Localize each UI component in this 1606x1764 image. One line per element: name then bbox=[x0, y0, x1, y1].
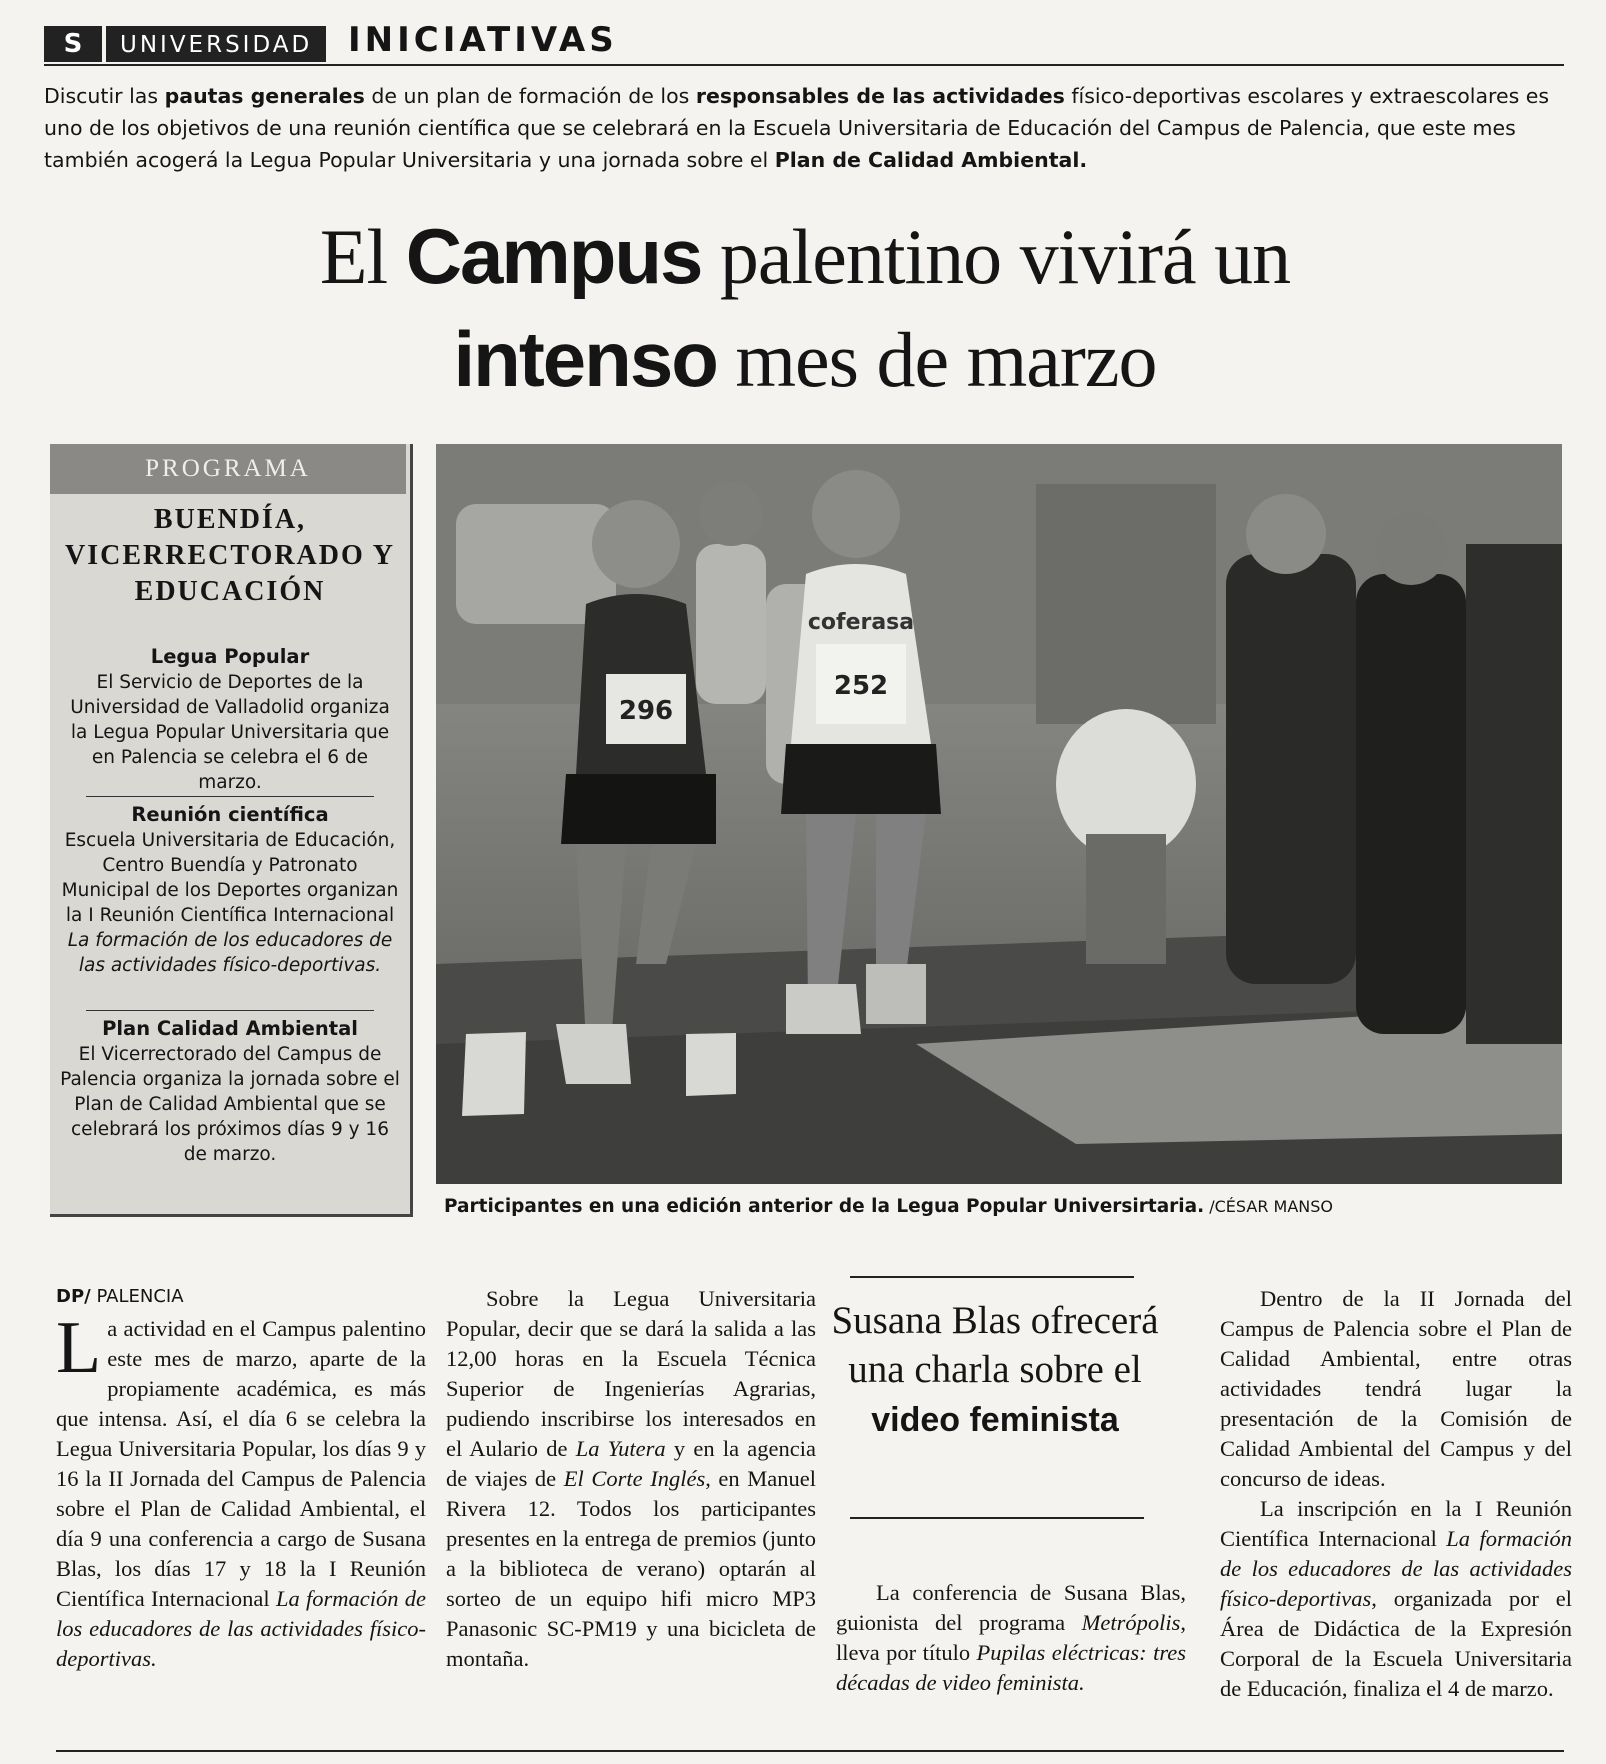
article-column-2: Sobre la Legua Universitaria Popular, decir que se dará la salida a las 12,00 horas en la Escuela Técnica Superior de Ingenierías Agrarias, pudiendo inscribirse los interesados en el Aulario de La Yutera y en la agencia de viajes de El Corte Inglés, en Manuel Rivera 12. Todos los participantes presentes en la entrega de premios (junto a la biblioteca de verano) optarán al sorteo de un equipo hifi micro MP3 Panasonic SC-PM19 y una bicicleta de montaña. bbox=[446, 1286, 817, 1671]
section-title: INICIATIVAS bbox=[348, 20, 618, 60]
sidebar-rule-bottom bbox=[850, 1517, 1144, 1519]
sidebar-rule-top bbox=[850, 1276, 1134, 1278]
section-logo: S bbox=[44, 26, 102, 62]
programa-item-head: Plan Calidad Ambiental bbox=[102, 1017, 358, 1040]
article-column-1: La actividad en el Campus palentino este mes de marzo, aparte de la propiamente académica, es más que intensa. Así, el día 6 se celebra la Legua Universitaria Popular, los días 9 y 16 la II Jornada del Campus de Palencia sobre el Plan de Calidad Ambiental, el día 9 una conferencia a cargo de Susana Blas, los días 17 y 18 la I Reunión Científica Internacional La formación de los educadores de las actividades físico-deportivas. bbox=[56, 1307, 426, 1671]
photo-caption: Participantes en una edición anterior de la Legua Popular Universirtaria. /CÉSAR MANSO bbox=[444, 1196, 1333, 1217]
programa-divider bbox=[86, 1010, 374, 1011]
section-rule bbox=[44, 64, 1564, 66]
bib-number-right: 252 bbox=[833, 671, 889, 701]
programa-divider bbox=[86, 796, 374, 797]
programa-item-head: Reunión científica bbox=[131, 803, 329, 826]
headline: El Campus palentino vivirá un intenso mes de marzo bbox=[319, 212, 1291, 403]
bib-number-left: 296 bbox=[618, 696, 674, 726]
secondary-headline: Susana Blas ofrecerá una charla sobre el video feminista bbox=[831, 1299, 1159, 1439]
intro-paragraph: Discutir las pautas generales de un plan de formación de los responsables de las actividades físico-deportivas escolares y extraescolares es uno de los objetivos de una reunión científica que se celebrará en la Escuela Universitaria de Educación del Campus de Palencia, que este mes también acogerá la Legua Popular Universitaria y una jornada sobre el Plan de Calidad Ambiental. bbox=[44, 84, 1550, 172]
programa-item-text: Escuela Universitaria de Educación, Centro Buendía y Patronato Municipal de los Deportes organizan la I Reunión Científica Internacional La formación de los educadores de las actividades físico-deportivas. bbox=[61, 830, 399, 976]
bottom-rule bbox=[56, 1750, 1564, 1752]
section-label: UNIVERSIDAD bbox=[106, 26, 326, 62]
article-column-3: La conferencia de Susana Blas, guionista del programa Metrópolis, lleva por título Pupilas eléctricas: tres décadas de video feminista. bbox=[836, 1580, 1186, 1695]
runners-photo bbox=[436, 444, 1562, 1184]
programa-title: BUENDÍA, VICERRECTORADO Y EDUCACIÓN bbox=[65, 504, 395, 607]
photo-credit: /CÉSAR MANSO bbox=[1204, 1197, 1333, 1216]
runners-illustration bbox=[436, 444, 1562, 1184]
byline: DP/ PALENCIA bbox=[56, 1286, 184, 1307]
article-column-4: Dentro de la II Jornada del Campus de Palencia sobre el Plan de Calidad Ambiental, entre otras actividades tendrá lugar la presentación de la Comisión de Calidad Ambiental del Campus y del concurso de ideas. La inscripción en la I Reunión Científica Internacional La formación de los educadores de las actividades físico-deportivas, organizada por el Área de Didáctica de la Expresión Corporal de la Escuela Universitaria de Educación, finaliza el 4 de marzo. bbox=[1220, 1286, 1572, 1701]
programa-item-text: El Servicio de Deportes de la Universidad de Valladolid organiza la Legua Popular Universitaria que en Palencia se celebra el 6 de marzo. bbox=[70, 672, 390, 793]
programa-item-text: El Vicerrectorado del Campus de Palencia organiza la jornada sobre el Plan de Calidad Ambiental que se celebrará los próximos días 9 y 16 de marzo. bbox=[60, 1044, 400, 1165]
shirt-sponsor: coferasa bbox=[807, 610, 915, 635]
programa-tag: PROGRAMA bbox=[50, 444, 406, 494]
programa-box bbox=[50, 444, 413, 1217]
dropcap: L bbox=[56, 1307, 102, 1389]
programa-item-head: Legua Popular bbox=[150, 645, 310, 668]
